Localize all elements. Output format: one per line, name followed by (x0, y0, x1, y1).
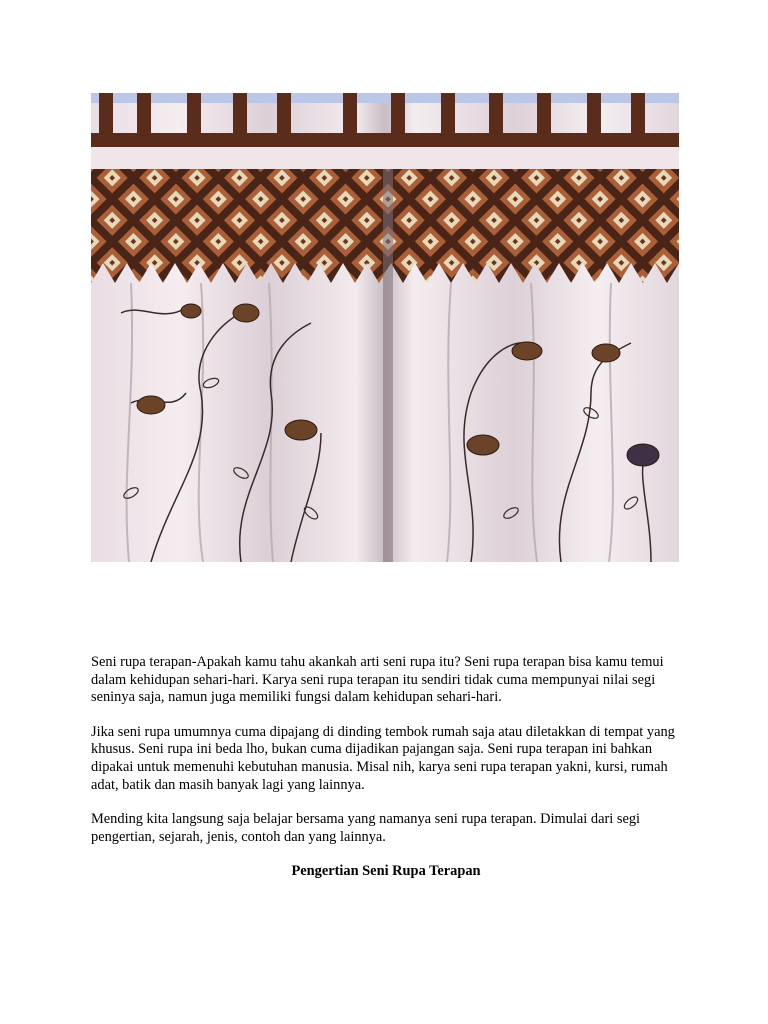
paragraph-outline: Mending kita langsung saja belajar bersama yang namanya seni rupa terapan. Dimulai dari segi pengertian, sejarah, jenis, contoh dan yang lainnya. (91, 811, 641, 845)
section-heading: Pengertian Seni Rupa Terapan (291, 863, 481, 880)
curtain-illustration (91, 93, 679, 562)
batik-curtain-photo (91, 93, 679, 562)
paragraph-function: Jika seni rupa umumnya cuma dipajang di dinding tembok rumah saja atau diletakkan di tempat yang khusus. Seni rupa ini beda lho, bukan cuma dijadikan pajangan saja. Seni rupa terapan ini bahkan dipakai untuk memenuhi kebutuhan manusia. Misal nih, karya seni rupa terapan yakni, kursi, rumah adat, batik dan masih banyak lagi yang lainnya. (91, 723, 675, 793)
article-body (91, 654, 681, 881)
paragraph-intro: Seni rupa terapan-Apakah kamu tahu akankah arti seni rupa itu? Seni rupa terapan bisa kamu temui dalam kehidupan sehari-hari. Karya seni rupa terapan itu sendiri tidak cuma mempunyai nilai segi seninya saja, namun juga memiliki fungsi dalam kehidupan sehari-hari. (91, 654, 664, 706)
